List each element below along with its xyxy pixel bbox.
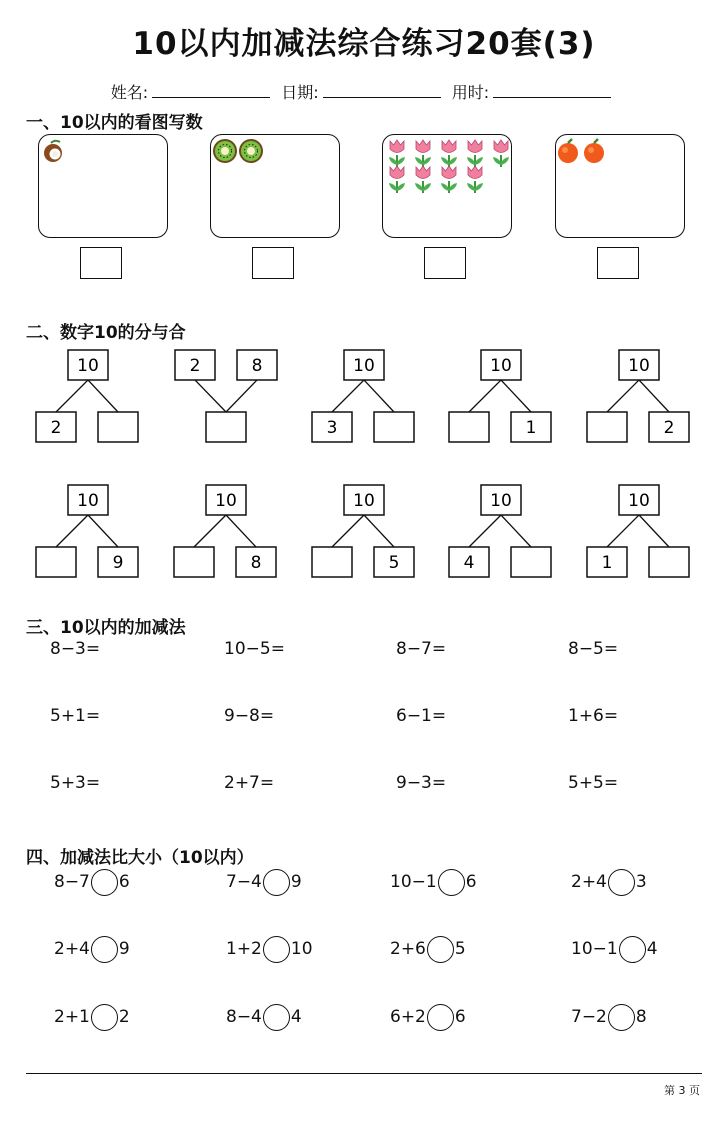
answer-box-4[interactable] [597,247,639,279]
bond-part-value: 1 [601,553,613,573]
bond-whole-value: 10 [353,356,375,376]
bond-whole-value: 10 [77,356,99,376]
compare-circle[interactable] [608,1004,635,1031]
comparison-item [226,1003,302,1031]
comparison-right: 4 [290,1007,302,1027]
page-number: 第 3 页 [664,1084,700,1097]
bond-part-box[interactable] [511,547,551,577]
section-2-title: 二、数字10的分与合 [26,323,186,343]
bond-part-box[interactable] [649,547,689,577]
comparison-right: 3 [635,872,647,892]
comparison-right: 6 [118,872,130,892]
answer-box-3[interactable] [424,247,466,279]
bond-part-box[interactable] [587,412,627,442]
bond-line [364,380,394,412]
bond-line [332,515,364,547]
bond-whole-value: 10 [628,356,650,376]
bond-part-value: 2 [189,356,201,376]
compare-circle[interactable] [91,1004,118,1031]
equation: 2+7= [224,773,275,793]
bond-line [639,380,669,412]
bond-line [469,380,501,412]
bond-part-box[interactable] [449,412,489,442]
bond-line [56,515,88,547]
comparison-right: 8 [635,1007,647,1027]
bond-line [607,515,639,547]
bond-line [501,515,531,547]
comparison-left: 1+2 [226,939,262,959]
bond-part-box[interactable] [36,547,76,577]
compare-circle[interactable] [619,936,646,963]
equation: 8−5= [568,639,619,659]
equation: 8−3= [50,639,101,659]
equation: 9−8= [224,706,275,726]
date-label: 日期: [281,83,319,102]
bond-whole-value: 10 [215,491,237,511]
comparison-item [226,868,302,896]
bond-line [639,515,669,547]
bond-line [88,380,118,412]
section-3-title: 三、10以内的加减法 [26,618,186,638]
equation: 5+5= [568,773,619,793]
comparison-left: 7−2 [571,1007,607,1027]
name-blank[interactable] [152,83,270,98]
bond-whole-box[interactable] [206,412,246,442]
bond-whole-value: 10 [628,491,650,511]
equation: 5+3= [50,773,101,793]
time-label: 用时: [451,83,490,102]
comparison-right: 10 [290,939,313,959]
footer-divider [26,1073,702,1074]
comparison-right: 2 [118,1007,130,1027]
tulip-icon [441,140,457,167]
comparison-right: 6 [465,872,477,892]
bond-whole-value: 10 [77,491,99,511]
answer-box-2[interactable] [252,247,294,279]
bond-part-box[interactable] [312,547,352,577]
tulip-icon [467,166,483,193]
bond-whole-value: 10 [353,491,375,511]
equation: 6−1= [396,706,447,726]
answer-box-1[interactable] [80,247,122,279]
bond-line [607,380,639,412]
bond-line [364,515,394,547]
bond-line [226,380,257,412]
name-label: 姓名: [110,83,149,102]
number-bond-area [0,340,728,590]
comparison-left: 7−4 [226,872,262,892]
comparison-item [571,1003,647,1031]
compare-circle[interactable] [427,936,454,963]
bond-line [226,515,256,547]
bond-whole-value: 10 [490,356,512,376]
compare-circle[interactable] [91,869,118,896]
section-1-title: 一、10以内的看图写数 [26,113,203,133]
section-4-title: 四、加减法比大小（10以内） [26,848,254,868]
tulip-icon [493,140,509,167]
comparison-right: 5 [454,939,466,959]
compare-circle[interactable] [263,936,290,963]
bond-line [501,380,531,412]
picture-box-2 [210,134,340,238]
bond-part-box[interactable] [98,412,138,442]
tulip-icon [415,140,431,167]
compare-circle[interactable] [608,869,635,896]
kiwi-icon [211,135,339,237]
tulip-icon [415,166,431,193]
comparison-left: 2+4 [571,872,607,892]
comparison-right: 4 [646,939,658,959]
comparison-left: 6+2 [390,1007,426,1027]
tulip-icon [389,166,405,193]
bond-part-value: 8 [250,553,262,573]
comparison-item [390,868,477,896]
bond-line [194,515,226,547]
bond-line [195,380,226,412]
equation: 10−5= [224,639,285,659]
comparison-left: 2+1 [54,1007,90,1027]
comparison-item [571,868,647,896]
comparison-left: 8−4 [226,1007,262,1027]
comparison-left: 10−1 [390,872,437,892]
bond-part-value: 2 [663,418,675,438]
comparison-item [390,935,466,963]
picture-box-3 [382,134,512,238]
bond-part-value: 5 [388,553,400,573]
comparison-item [571,935,658,963]
comparison-item [54,935,130,963]
bond-line [469,515,501,547]
tulip-icon [467,140,483,167]
bond-part-value: 9 [112,553,124,573]
bond-line [332,380,364,412]
bond-part-value: 1 [525,418,537,438]
bond-whole-value: 10 [490,491,512,511]
compare-circle[interactable] [263,1004,290,1031]
compare-circle[interactable] [438,869,465,896]
comparison-left: 10−1 [571,939,618,959]
orange-icon [556,135,684,237]
comparison-left: 8−7 [54,872,90,892]
comparison-right: 6 [454,1007,466,1027]
comparison-item [226,935,313,963]
tulip-icon [383,135,511,237]
comparison-item [390,1003,466,1031]
comparison-right: 9 [118,939,130,959]
comparison-item [54,868,130,896]
comparison-right: 9 [290,872,302,892]
bond-line [88,515,118,547]
bond-part-value: 3 [326,418,338,438]
comparison-item [54,1003,130,1031]
equation: 8−7= [396,639,447,659]
info-line [0,80,728,103]
page-title: 10以内加减法综合练习20套(3) [132,26,596,62]
bond-part-value: 2 [50,418,62,438]
equation: 9−3= [396,773,447,793]
compare-circle[interactable] [263,869,290,896]
equation: 5+1= [50,706,101,726]
bond-part-value: 8 [251,356,263,376]
coconut-icon [39,135,167,237]
bond-part-box[interactable] [374,412,414,442]
compare-circle[interactable] [91,936,118,963]
comparison-left: 2+6 [390,939,426,959]
bond-part-value: 4 [463,553,475,573]
date-blank[interactable] [323,83,441,98]
picture-box-4 [555,134,685,238]
tulip-icon [389,140,405,167]
bond-line [56,380,88,412]
bond-part-box[interactable] [174,547,214,577]
time-blank[interactable] [493,83,611,98]
comparison-left: 2+4 [54,939,90,959]
picture-box-1 [38,134,168,238]
equation: 1+6= [568,706,619,726]
tulip-icon [441,166,457,193]
compare-circle[interactable] [427,1004,454,1031]
